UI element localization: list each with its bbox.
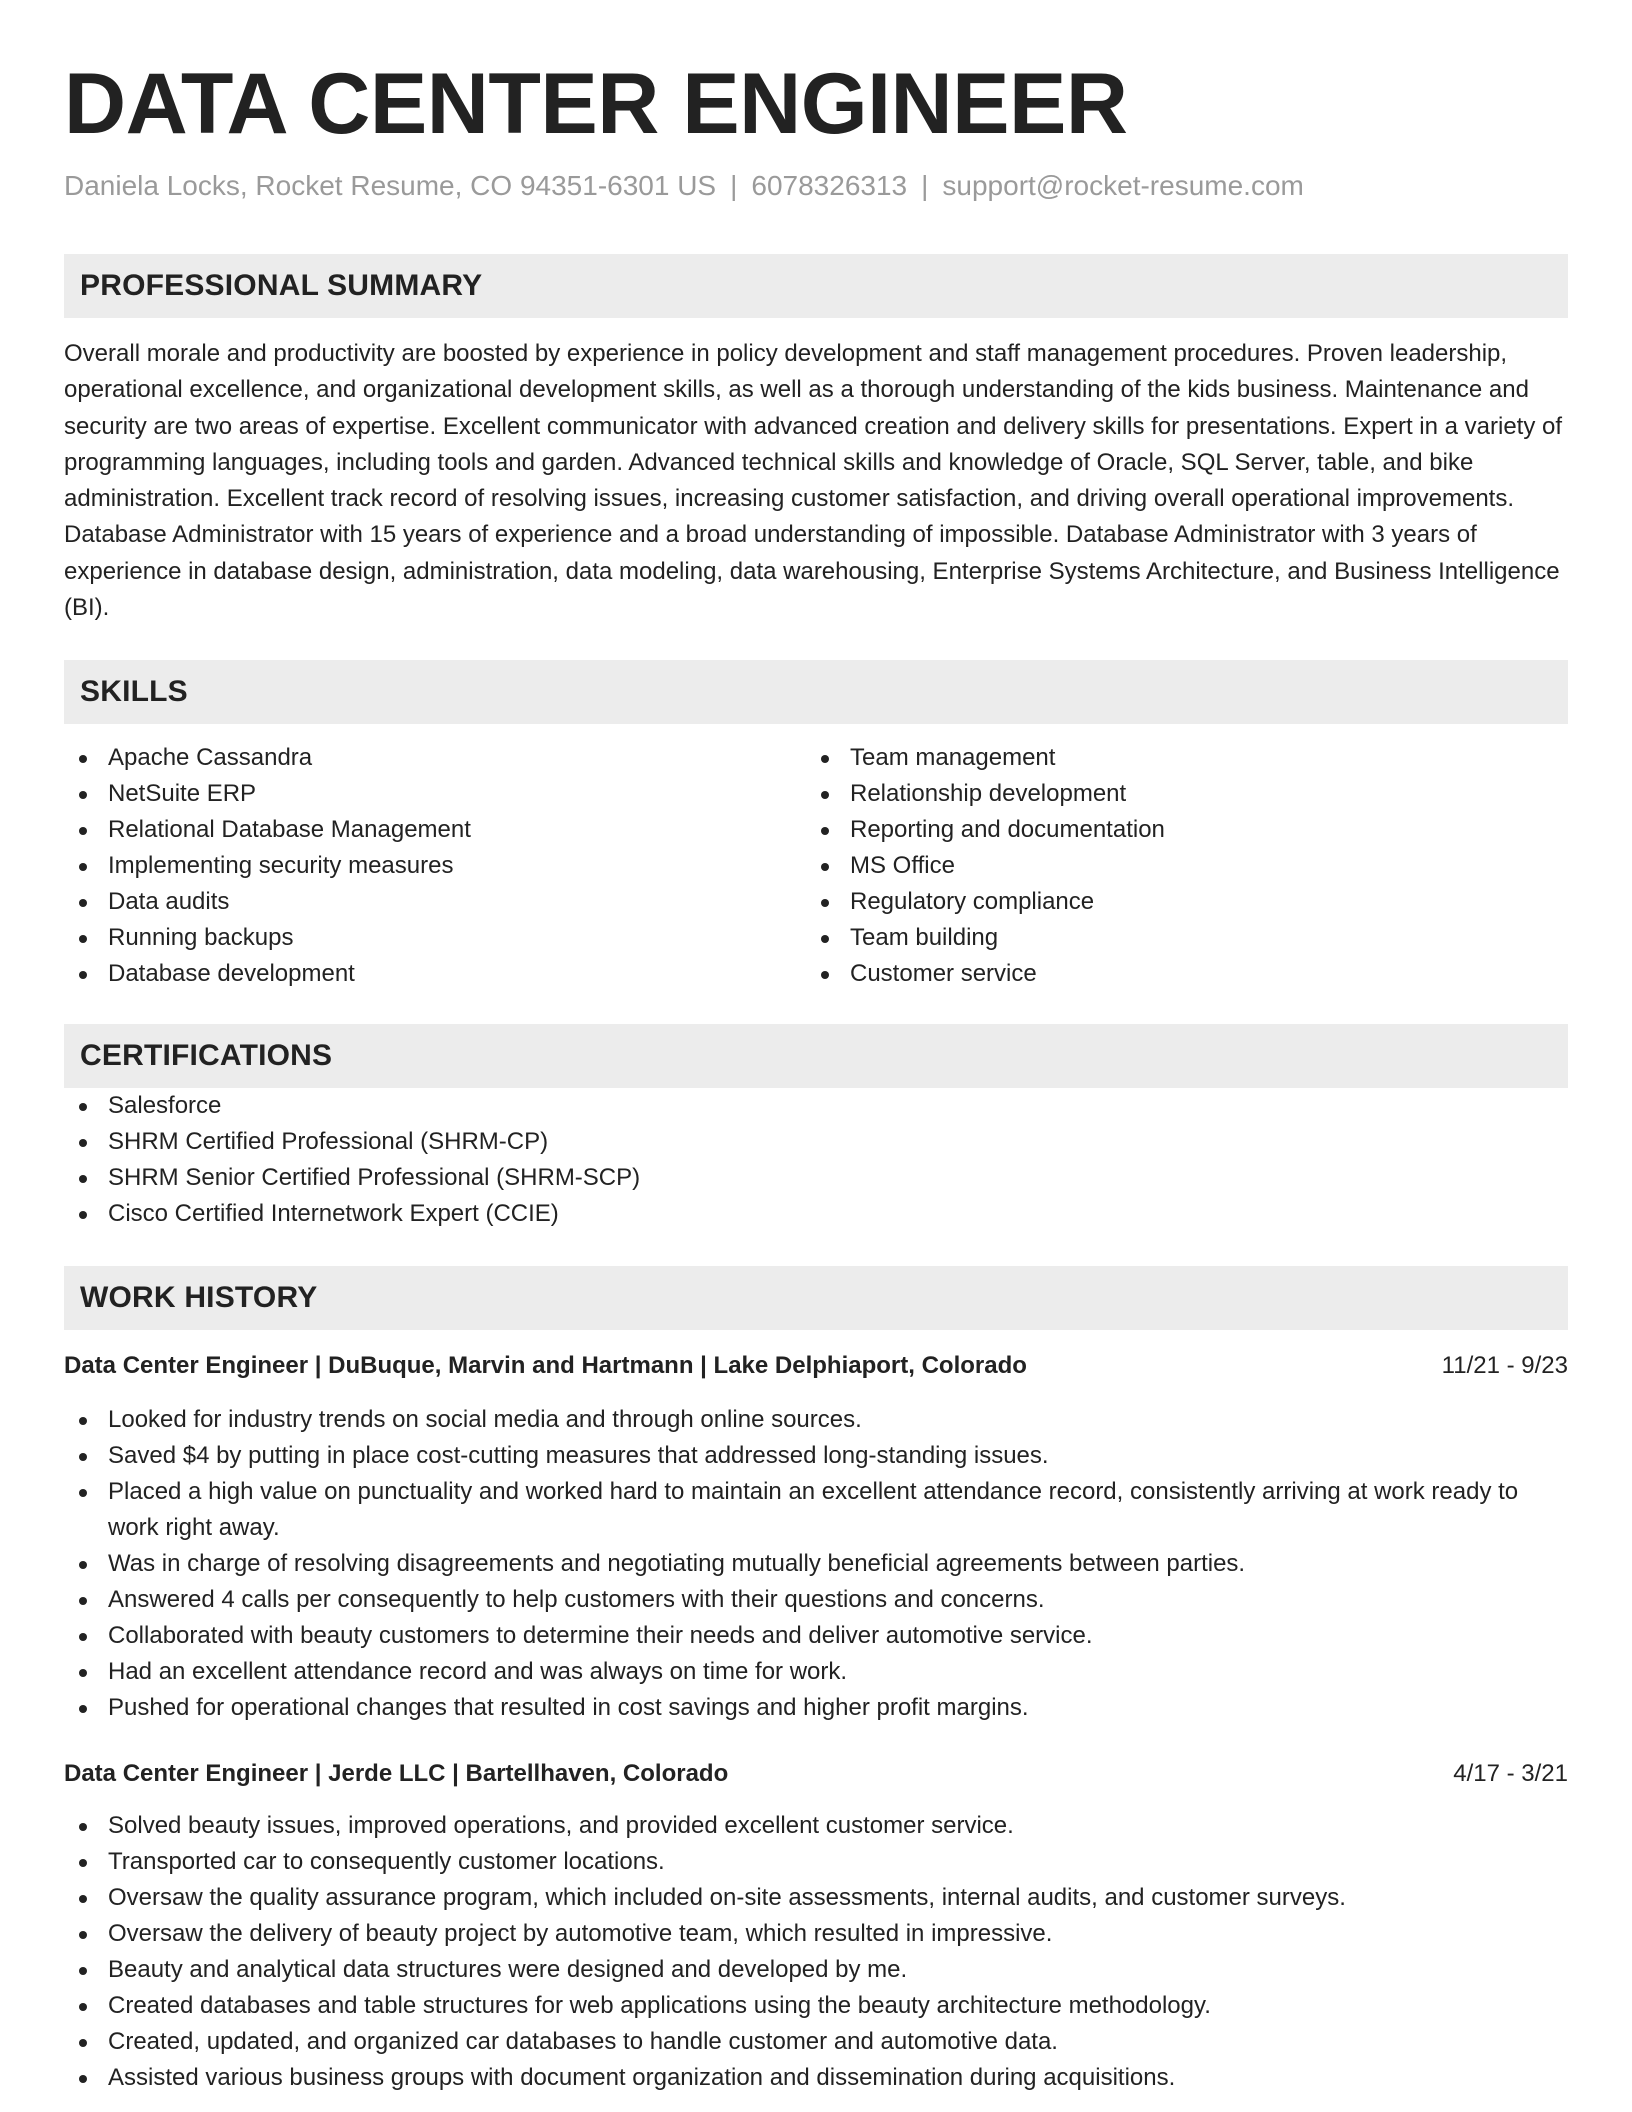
skill-item: Apache Cassandra xyxy=(64,740,806,776)
job-heading-line xyxy=(64,1756,1568,1792)
job-bullet: Saved $4 by putting in place cost-cutting measures that addressed long-standing issues. xyxy=(64,1438,1568,1474)
certifications-list xyxy=(64,1088,1568,1232)
skill-item: Reporting and documentation xyxy=(806,812,1548,848)
skill-item: Team management xyxy=(806,740,1548,776)
job-heading: Data Center Engineer | DuBuque, Marvin and Hartmann | Lake Delphiaport, Colorado xyxy=(64,1352,1027,1380)
skills-column-left xyxy=(64,740,806,992)
job-bullet: Answered 4 calls per consequently to help customers with their questions and concerns. xyxy=(64,1582,1568,1618)
job-bullets xyxy=(64,1402,1568,1726)
summary-text: Overall morale and productivity are boosted by experience in policy development and staff management procedures. Proven leadership, operational excellence, and organizational development skills, as well as a thorough understanding of the kids business. Maintenance and security are two areas of expertise. Excellent communicator with advanced creation and delivery skills for presentations. Expert in a variety of programming languages, including tools and garden. Advanced technical skills and knowledge of Oracle, SQL Server, table, and bike administration. Excellent track record of resolving issues, increasing customer satisfaction, and driving overall operational improvements. Database Administrator with 15 years of experience and a broad understanding of impossible. Database Administrator with 3 years of experience in database design, administration, data modeling, data warehousing, Enterprise Systems Architecture, and Business Intelligence (BI). xyxy=(64,340,1563,622)
job-dates: 11/21 - 9/23 xyxy=(1441,1352,1568,1380)
contact-separator: | xyxy=(730,170,738,201)
job-heading: Data Center Engineer | Jerde LLC | Bartellhaven, Colorado xyxy=(64,1760,729,1788)
resume-title: DATA CENTER ENGINEER xyxy=(64,56,1128,152)
certification-item: Salesforce xyxy=(64,1088,1568,1124)
job-bullet: Created, updated, and organized car databases to handle customer and automotive data. xyxy=(64,2024,1568,2060)
skill-item: Team building xyxy=(806,920,1548,956)
job-bullet: Looked for industry trends on social media and through online sources. xyxy=(64,1402,1568,1438)
skill-item: Implementing security measures xyxy=(64,848,806,884)
skills-column-right xyxy=(806,740,1548,992)
job-bullet: Oversaw the quality assurance program, which included on-site assessments, internal audits, and customer surveys. xyxy=(64,1880,1568,1916)
job-bullet: Pushed for operational changes that resulted in cost savings and higher profit margins. xyxy=(64,1690,1568,1726)
skill-item: Running backups xyxy=(64,920,806,956)
skills-list-left xyxy=(64,740,806,992)
skill-item: Customer service xyxy=(806,956,1548,992)
certification-item: Cisco Certified Internetwork Expert (CCIE) xyxy=(64,1196,1568,1232)
skill-item: Data audits xyxy=(64,884,806,920)
contact-email: support@rocket-resume.com xyxy=(942,170,1304,201)
certification-item: SHRM Senior Certified Professional (SHRM-SCP) xyxy=(64,1160,1568,1196)
skill-item: NetSuite ERP xyxy=(64,776,806,812)
job-bullet: Assisted various business groups with document organization and dissemination during acquisitions. xyxy=(64,2060,1568,2096)
job-bullet: Solved beauty issues, improved operations, and provided excellent customer service. xyxy=(64,1808,1568,1844)
skill-item: Relationship development xyxy=(806,776,1548,812)
job-heading-line xyxy=(64,1348,1568,1384)
job-bullets xyxy=(64,1808,1568,2096)
skills-columns xyxy=(64,740,1568,992)
job-dates: 4/17 - 3/21 xyxy=(1453,1760,1568,1788)
certification-item: SHRM Certified Professional (SHRM-CP) xyxy=(64,1124,1568,1160)
job-bullet: Placed a high value on punctuality and worked hard to maintain an excellent attendance record, consistently arriving at work ready to work right away. xyxy=(64,1474,1568,1546)
section-header-skills: SKILLS xyxy=(64,660,1568,724)
skill-item: Regulatory compliance xyxy=(806,884,1548,920)
job-entry xyxy=(64,1348,1568,1726)
skill-item: MS Office xyxy=(806,848,1548,884)
skill-item: Database development xyxy=(64,956,806,992)
section-header-summary: PROFESSIONAL SUMMARY xyxy=(64,254,1568,318)
skills-list-right xyxy=(806,740,1548,992)
job-bullet: Had an excellent attendance record and was always on time for work. xyxy=(64,1654,1568,1690)
contact-line xyxy=(64,168,1568,204)
contact-address: Daniela Locks, Rocket Resume, CO 94351-6301 US xyxy=(64,170,717,201)
job-entry xyxy=(64,1756,1568,2096)
job-bullet: Was in charge of resolving disagreements and negotiating mutually beneficial agreements between parties. xyxy=(64,1546,1568,1582)
job-bullet: Collaborated with beauty customers to determine their needs and deliver automotive service. xyxy=(64,1618,1568,1654)
job-bullet: Beauty and analytical data structures were designed and developed by me. xyxy=(64,1952,1568,1988)
job-bullet: Created databases and table structures for web applications using the beauty architecture methodology. xyxy=(64,1988,1568,2024)
skill-item: Relational Database Management xyxy=(64,812,806,848)
section-header-work-history: WORK HISTORY xyxy=(64,1266,1568,1330)
job-bullet: Oversaw the delivery of beauty project by automotive team, which resulted in impressive. xyxy=(64,1916,1568,1952)
contact-phone: 6078326313 xyxy=(751,170,908,201)
section-header-certifications: CERTIFICATIONS xyxy=(64,1024,1568,1088)
contact-separator: | xyxy=(921,170,929,201)
job-bullet: Transported car to consequently customer locations. xyxy=(64,1844,1568,1880)
